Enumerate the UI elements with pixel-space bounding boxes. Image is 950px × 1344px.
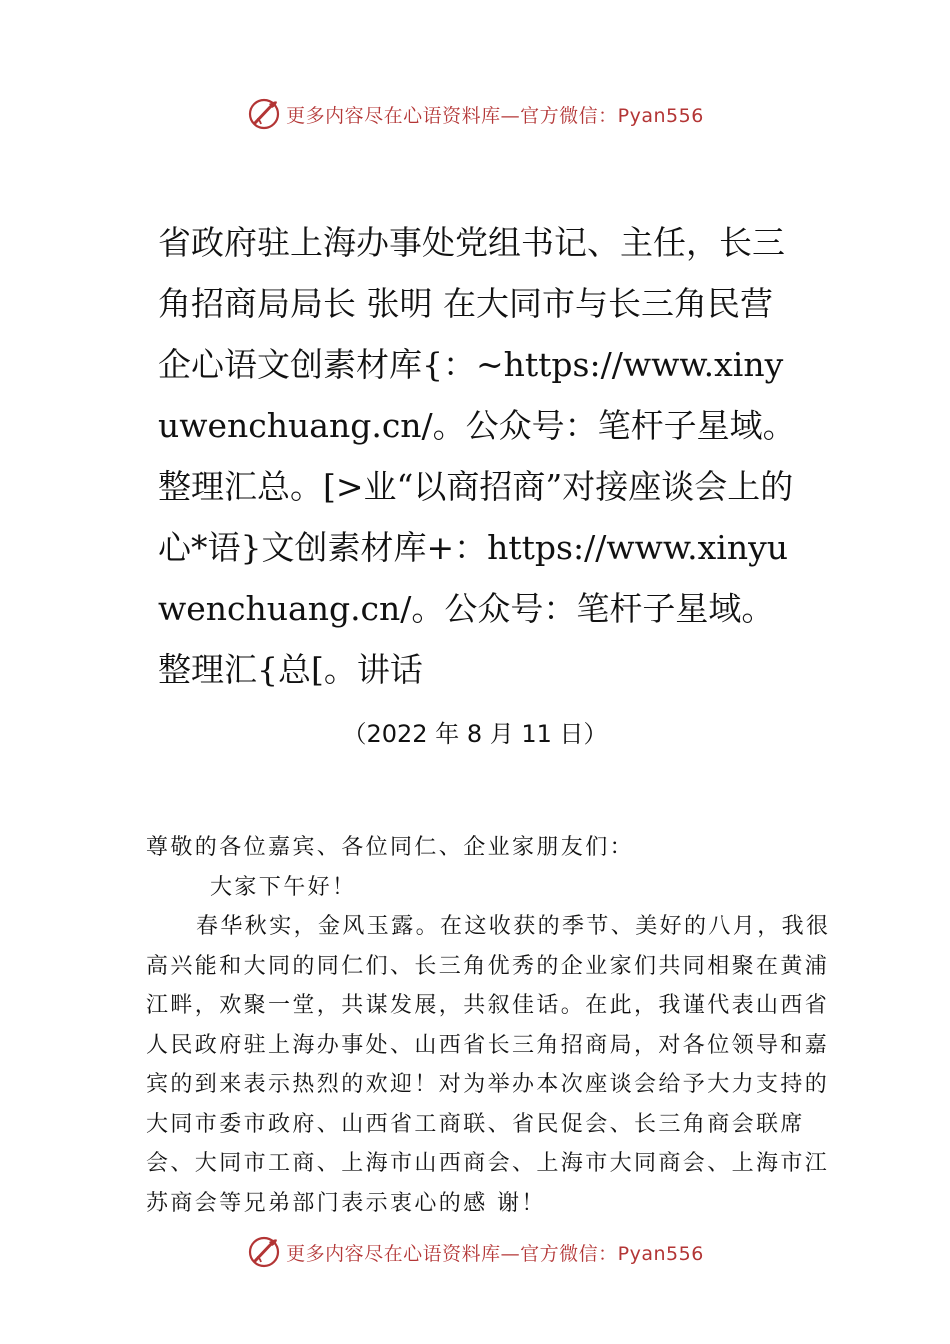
watermark-text-en: Pyan556: [617, 1242, 704, 1265]
watermark-text-cn: 更多内容尽在心语资料库—官方微信：: [286, 1242, 618, 1265]
watermark-text: [286, 1239, 704, 1266]
watermark-text: [286, 101, 704, 128]
watermark-text-cn: 更多内容尽在心语资料库—官方微信：: [286, 104, 618, 127]
watermark-text-en: Pyan556: [617, 104, 704, 127]
greeting: 大家下午好！: [210, 874, 357, 900]
paragraph: 春华秋实，金风玉露。在这收获的季节、美好的八月，我很高兴能和大同的同仁们、长三角优秀的企业家们共同相聚在黄浦江畔，欢聚一堂，共谋发展，共叙佳话。在此，我谨代表山西省人民政府驻上海办事处、山西省长三角招商局，对各位领导和嘉宾的到来表示热烈的欢迎！对为举办本次座谈会给予大力支持的大同市委市政府、山西省工商联、省民促会、长三角商会联席会、大同市工商、上海市山西商会、上海市大同商会、上海市江苏商会等兄弟部门表示衷心的感 谢！: [146, 914, 831, 1216]
brush-logo-icon: [246, 96, 282, 132]
brush-logo-icon: [246, 1234, 282, 1270]
document-body: [146, 828, 836, 1223]
document-date: （2022 年 8 月 11 日）: [342, 720, 608, 748]
document-title: 省政府驻上海办事处党组书记、主任，长三角招商局局长 张明 在大同市与长三角民营企心语文创素材库{：~https://www.xinyuwenchuang.cn/。公众号：笔杆子星域。整理汇总。[>业“以商招商”对接座谈会上的心*语}文创素材库+：https://www.xinyuwenchuang.cn/。公众号：笔杆子星域。整理汇{总[。讲话: [158, 223, 796, 689]
salutation: 尊敬的各位嘉宾、各位同仁、企业家朋友们：: [146, 835, 635, 860]
header-watermark: [0, 94, 950, 134]
footer-watermark: [0, 1232, 950, 1272]
